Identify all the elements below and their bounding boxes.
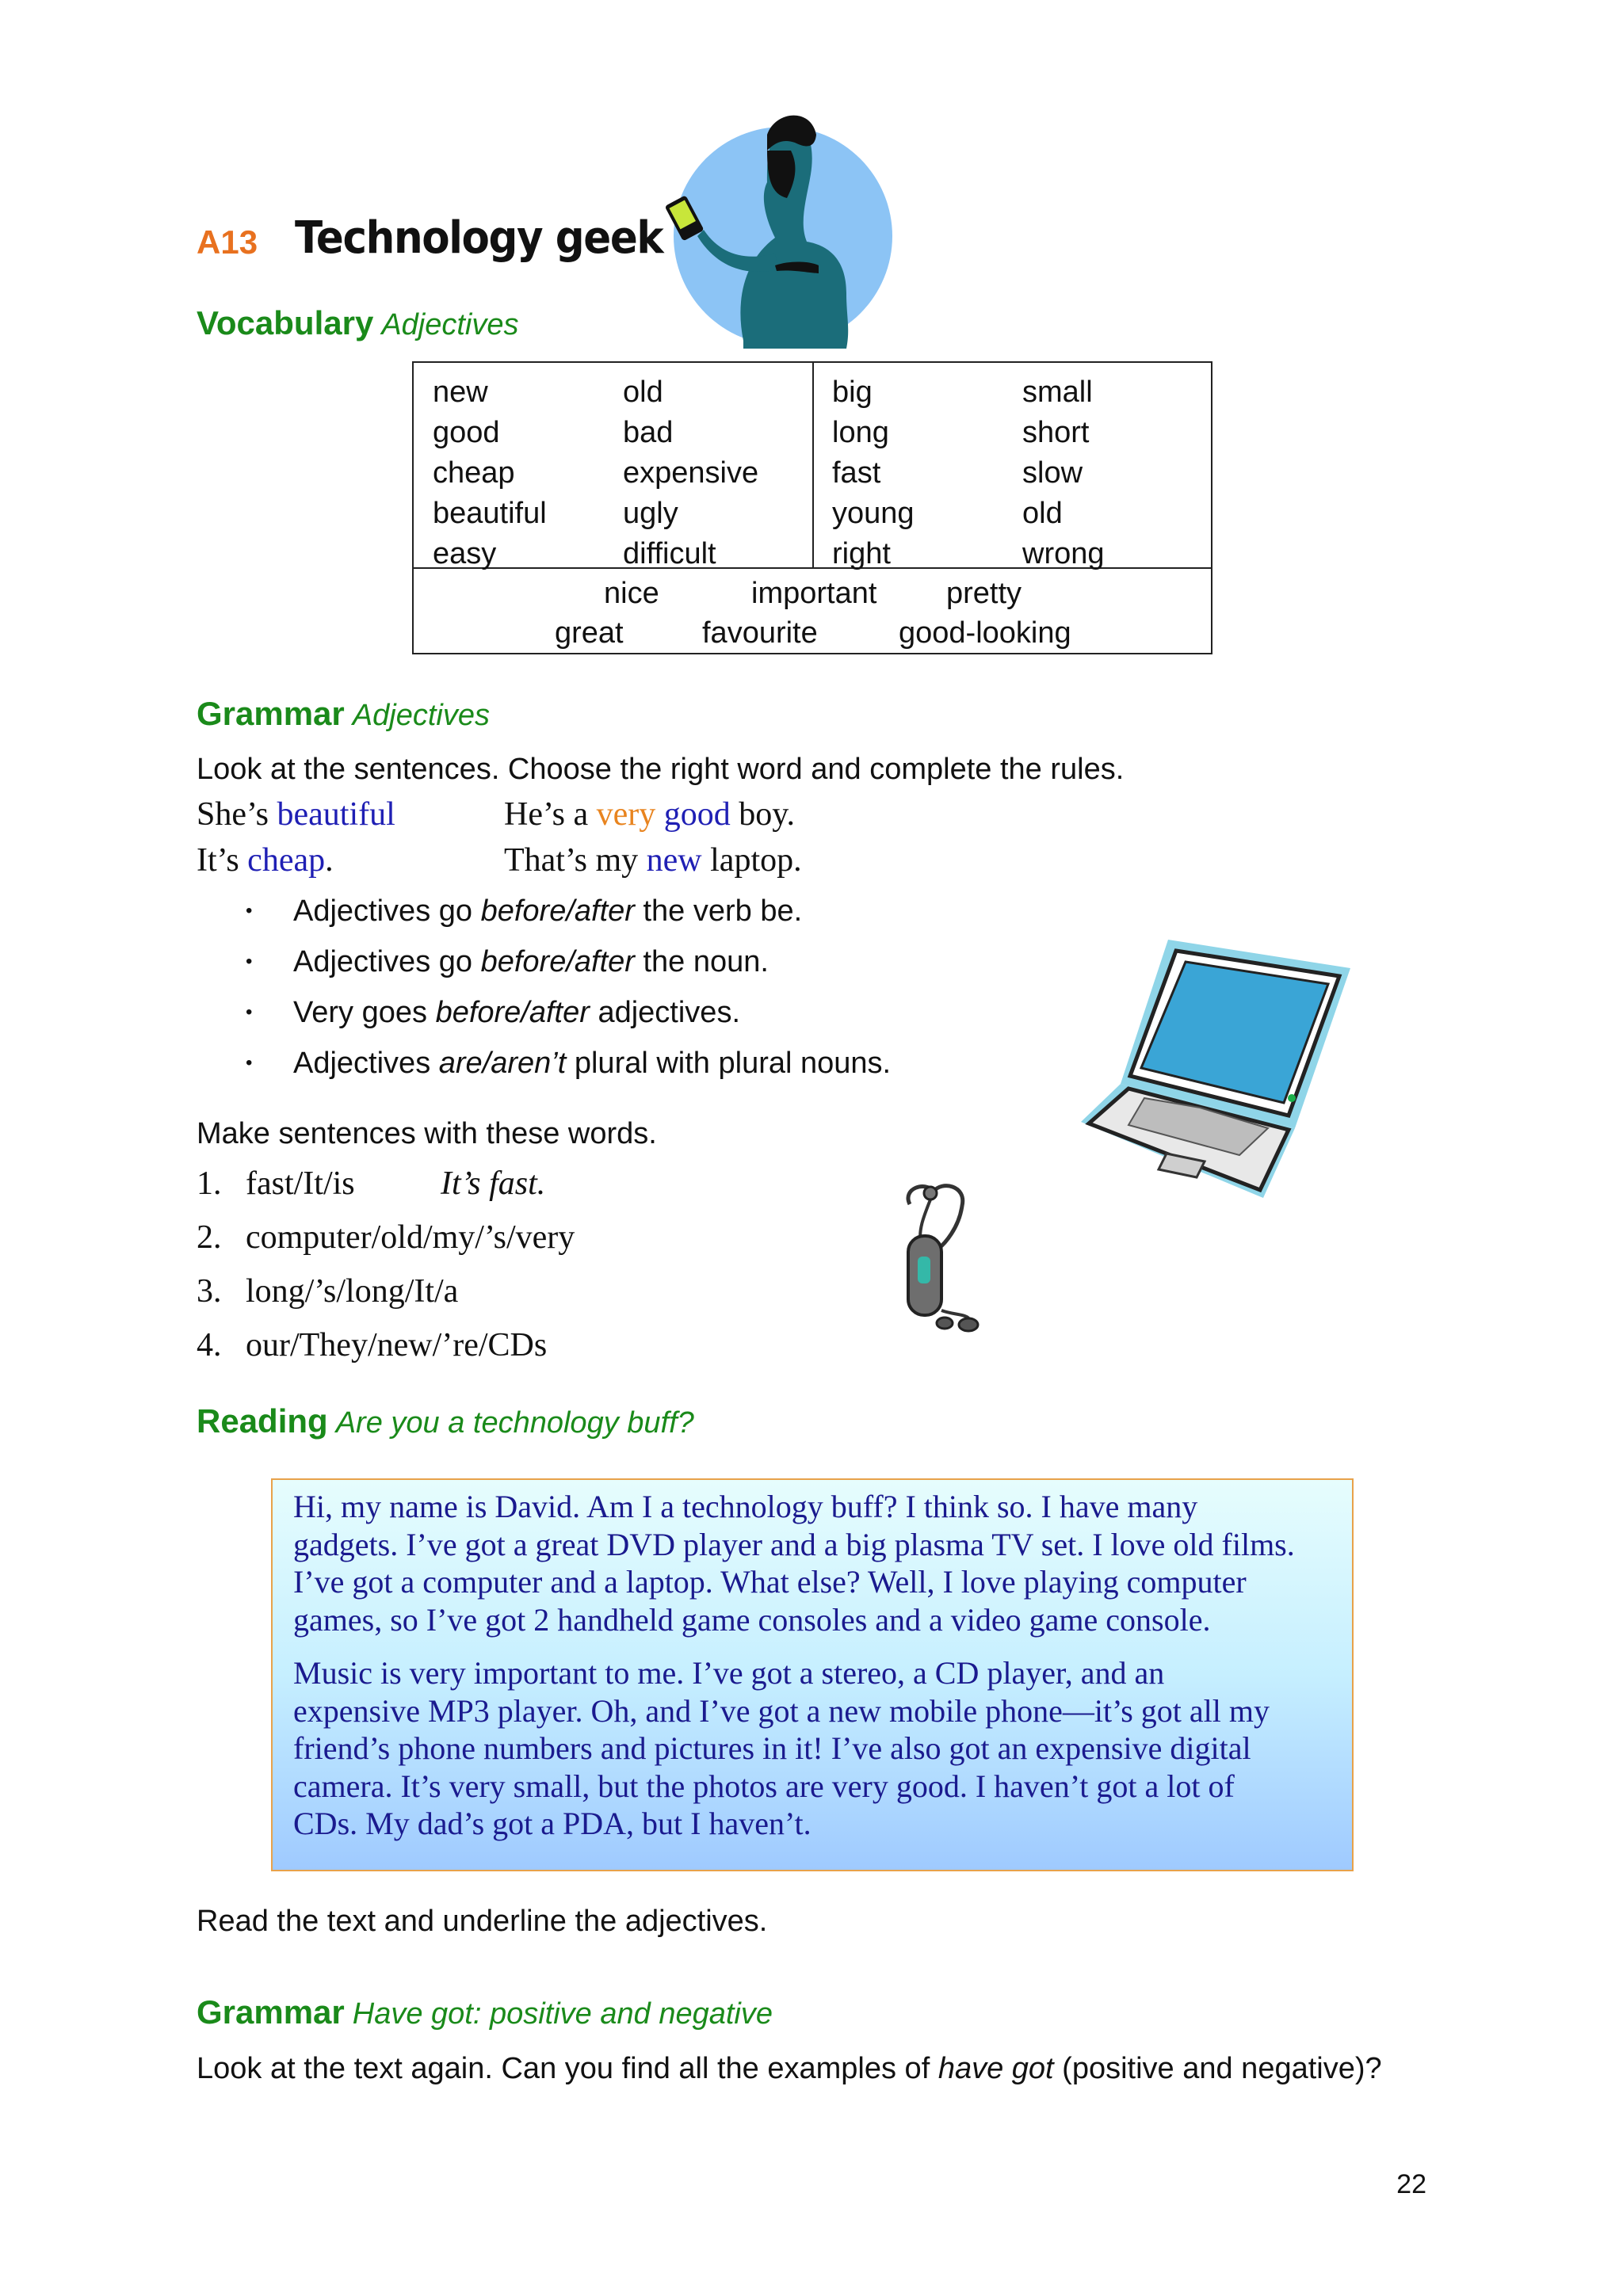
laptop-icon <box>1081 940 1350 1198</box>
reading-line: CDs. My dad’s got a PDA, but I haven’t. <box>293 1806 812 1841</box>
reading-line: Hi, my name is David. Am I a technology buff? I think so. I have many <box>293 1489 1198 1524</box>
vocab-column-2 <box>623 372 758 574</box>
exercise-words: fast/It/is <box>246 1165 355 1202</box>
reading-instruction: Read the text and underline the adjectives. <box>197 1905 768 1938</box>
vocab-word: old <box>1022 497 1063 530</box>
vocab-extra-word: pretty <box>946 577 1022 610</box>
example-sentence: It’s cheap. <box>197 842 334 879</box>
vocab-word: fast <box>832 456 881 490</box>
person-with-phone-illustration <box>648 103 894 349</box>
reading-subheading: Are you a technology buff? <box>335 1406 694 1440</box>
vocab-extra-word: good-looking <box>899 616 1071 650</box>
exercise-number: 3. <box>197 1273 222 1310</box>
vocab-word: good <box>433 416 500 449</box>
vocab-extra-word: great <box>555 616 624 650</box>
exercise-number: 1. <box>197 1165 222 1202</box>
reading-text-box <box>271 1478 1354 1871</box>
vocab-extra-word: favourite <box>702 616 818 650</box>
vocabulary-subheading: Adjectives <box>381 308 519 341</box>
grammar-subheading: Have got: positive and negative <box>352 1997 773 2031</box>
vocab-word: difficult <box>623 537 716 570</box>
vocab-word: short <box>1022 416 1090 449</box>
vocab-word: long <box>832 416 889 449</box>
reading-line: games, so I’ve got 2 handheld game consoles and a video game console. <box>293 1601 1211 1638</box>
example-sentence: She’s beautiful <box>197 796 395 833</box>
exercise-words: our/They/new/’re/CDs <box>246 1327 548 1363</box>
bullet-icon: • <box>246 951 253 972</box>
example-sentence: He’s a very good boy. <box>504 796 796 833</box>
vocab-word: cheap <box>433 456 515 490</box>
adjective-highlight: new <box>646 842 702 879</box>
example-sentence: That’s my new laptop. <box>504 842 802 879</box>
reading-line: Music is very important to me. I’ve got a stereo, a CD player, and an <box>293 1655 1165 1691</box>
vocab-column-3 <box>832 372 915 574</box>
reading-line: gadgets. I’ve got a great DVD player and a big plasma TV set. I love old films. <box>293 1526 1295 1562</box>
unit-code: A13 <box>197 223 258 261</box>
reading-heading-label: Reading <box>197 1402 328 1440</box>
reading-paragraph-2 <box>293 1654 1339 1843</box>
vocab-word: slow <box>1022 456 1083 490</box>
vocab-word: easy <box>433 537 497 570</box>
grammar-rule: Adjectives go before/after the verb be. <box>293 894 803 928</box>
vocab-word: young <box>832 497 915 530</box>
vocab-word: new <box>433 376 488 409</box>
unit-title: Technology geek <box>295 212 663 264</box>
adjective-highlight: good <box>663 796 731 833</box>
grammar-adjectives-heading <box>197 695 490 733</box>
vocab-word: ugly <box>623 497 678 530</box>
vocab-word: big <box>832 376 873 409</box>
grammar-rule: Adjectives are/aren’t plural with plural nouns. <box>293 1047 892 1080</box>
vocab-word: bad <box>623 416 674 449</box>
reading-heading <box>197 1402 694 1440</box>
vocabulary-table <box>412 361 1212 654</box>
grammar-heading-label: Grammar <box>197 695 345 732</box>
vocab-extra-word: important <box>751 577 877 610</box>
grammar-subheading: Adjectives <box>352 699 490 732</box>
vocab-column-4 <box>1022 372 1105 574</box>
vocab-word: small <box>1022 376 1093 409</box>
grammar-instruction: Look at the sentences. Choose the right word and complete the rules. <box>197 753 1125 786</box>
vocab-word: expensive <box>623 456 759 490</box>
vocabulary-heading <box>197 304 519 342</box>
make-sentences-instruction: Make sentences with these words. <box>197 1117 657 1150</box>
adjective-highlight: cheap <box>247 842 326 879</box>
bullet-icon: • <box>246 1052 253 1074</box>
exercise-number: 2. <box>197 1219 222 1256</box>
vocab-extra-word: nice <box>604 577 659 610</box>
exercise-answer: It’s fast. <box>441 1165 546 1202</box>
exercise-words: computer/old/my/’s/very <box>246 1219 575 1256</box>
grammar-have-got-heading <box>197 1993 773 2031</box>
mp3-player-icon <box>908 1186 978 1331</box>
grammar-rule: Adjectives go before/after the noun. <box>293 945 769 978</box>
vocab-word: wrong <box>1022 537 1105 570</box>
reading-paragraph-1 <box>293 1488 1339 1638</box>
vocab-column-1 <box>433 372 547 574</box>
very-highlight: very <box>596 796 656 833</box>
grammar-heading-label: Grammar <box>197 1993 345 2031</box>
page-number: 22 <box>1396 2169 1426 2199</box>
vocab-column-divider <box>812 363 814 567</box>
vocab-word: old <box>623 376 663 409</box>
exercise-words: long/’s/long/It/a <box>246 1273 459 1310</box>
laptop-illustration <box>1081 940 1358 1206</box>
grammar-rule: Very goes before/after adjectives. <box>293 996 740 1029</box>
bullet-icon: • <box>246 1001 253 1023</box>
have-got-instruction: Look at the text again. Can you find all the examples of have got (positive and negative)? <box>197 2052 1382 2085</box>
adjective-highlight: beautiful <box>277 796 395 833</box>
exercise-number: 4. <box>197 1327 222 1363</box>
vocab-word: beautiful <box>433 497 547 530</box>
reading-line: I’ve got a computer and a laptop. What else? Well, I love playing computer <box>293 1564 1247 1600</box>
reading-line: expensive MP3 player. Oh, and I’ve got a new mobile phone—it’s got all my <box>293 1692 1270 1729</box>
vocabulary-heading-label: Vocabulary <box>197 304 374 341</box>
reading-line: friend’s phone numbers and pictures in it! I’ve also got an expensive digital <box>293 1730 1251 1766</box>
mp3-player-illustration <box>894 1180 983 1334</box>
reading-line: camera. It’s very small, but the photos are very good. I haven’t got a lot of <box>293 1768 1235 1804</box>
vocab-word: right <box>832 537 891 570</box>
bullet-icon: • <box>246 900 253 921</box>
